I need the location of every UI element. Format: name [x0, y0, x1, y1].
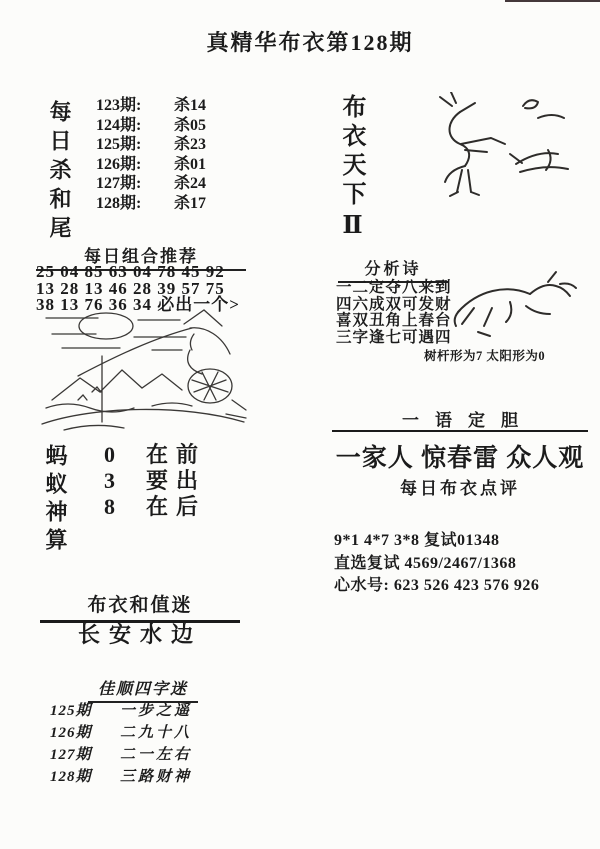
daily-kill-label: 每日杀和尾 — [47, 100, 72, 245]
four-char-period: 127期 — [50, 747, 92, 763]
four-char-row — [50, 722, 192, 744]
poem-line: 一二定夺八来到 — [336, 279, 452, 296]
kill-value: 杀23 — [174, 136, 207, 153]
scan-artifact-line — [505, 0, 600, 2]
poem-line: 四六成双可发财 — [336, 295, 452, 313]
analysis-poem-note: 树杆形为7 太阳形为0 — [424, 349, 546, 363]
analysis-poem-title: 分析诗 — [338, 256, 448, 283]
buyi-tianxia-label: 布衣天下Ⅱ — [338, 94, 364, 244]
kill-period: 127期: — [96, 175, 142, 192]
ant-oracle-rows — [104, 442, 206, 520]
kill-period: 125期: — [96, 136, 142, 153]
combo-row: 38 13 76 36 34 必出一个> — [36, 295, 240, 314]
four-char-riddle-rows — [50, 700, 192, 788]
combo-row: 25 04 85 63 04 78 45 92 — [36, 262, 225, 281]
horse-sketch-image — [448, 264, 588, 344]
ant-digit: 3 — [104, 468, 115, 493]
one-word-subtitle: 每日布衣点评 — [400, 479, 520, 498]
kill-period: 128期: — [96, 194, 142, 212]
daily-kill-row — [96, 194, 246, 214]
one-word-phrase: 一家人 惊春雷 众人观 — [335, 445, 585, 472]
ant-oracle-label: 蚂蚁神算 — [43, 444, 68, 556]
daily-kill-row — [96, 174, 246, 194]
picks-line-duplex: 9*1 4*7 3*8 复试01348 — [334, 532, 500, 549]
ant-digit: 8 — [104, 494, 115, 519]
one-word-divider — [332, 430, 588, 432]
crane-sketch-image — [398, 92, 578, 207]
combo-row: 13 28 13 46 28 39 57 75 — [36, 278, 225, 298]
analysis-poem-lines — [336, 280, 452, 346]
ant-digit: 0 — [104, 442, 115, 467]
kill-value: 杀17 — [174, 194, 207, 212]
daily-kill-list — [96, 96, 246, 213]
kill-period: 123期: — [96, 97, 142, 114]
hezhi-riddle-title: 布衣和值迷 — [40, 590, 240, 623]
ant-text: 在前 — [146, 442, 207, 467]
picks-line-direct: 直选复试 4569/2467/1368 — [334, 554, 517, 572]
daily-kill-row — [96, 135, 246, 155]
four-char-text: 三路财神 — [120, 769, 193, 785]
four-char-row — [50, 766, 192, 788]
kill-value: 杀05 — [174, 116, 207, 134]
number-picks — [334, 530, 539, 598]
ant-oracle-row — [104, 494, 206, 520]
ant-text: 在后 — [146, 494, 207, 519]
four-char-text: 一步之遥 — [120, 703, 193, 719]
fisherman-sketch-image — [34, 304, 252, 434]
kill-value: 杀24 — [174, 175, 207, 192]
kill-value: 杀01 — [174, 155, 207, 173]
poem-line: 三字逢七可遇四 — [336, 328, 452, 346]
picks-line-heart: 心水号: 623 526 423 576 926 — [334, 577, 540, 594]
four-char-riddle-title: 佳顺四字迷 — [88, 676, 198, 703]
daily-kill-row — [96, 116, 246, 136]
four-char-period: 128期 — [50, 769, 92, 785]
four-char-row — [50, 700, 192, 722]
hezhi-riddle-answer: 长安水边 — [77, 622, 202, 647]
four-char-text: 二一左右 — [120, 747, 193, 763]
daily-kill-row — [96, 155, 246, 175]
daily-combo-title: 每日组合推荐 — [36, 242, 246, 271]
one-word-title: 一语定胆 — [402, 411, 534, 430]
poem-line: 喜双丑角上春台 — [336, 312, 452, 329]
ant-oracle-row — [104, 442, 206, 468]
daily-kill-row — [96, 96, 246, 116]
ant-oracle-row — [104, 468, 206, 494]
four-char-period: 126期 — [50, 725, 92, 741]
four-char-row — [50, 744, 192, 766]
four-char-text: 二九十八 — [120, 725, 193, 741]
kill-value: 杀14 — [174, 97, 207, 114]
four-char-period: 125期 — [50, 703, 92, 719]
kill-period: 124期: — [96, 116, 142, 134]
kill-period: 126期: — [96, 155, 142, 173]
ant-text: 要出 — [146, 468, 207, 493]
page-title: 真精华布衣第128期 — [206, 30, 414, 55]
